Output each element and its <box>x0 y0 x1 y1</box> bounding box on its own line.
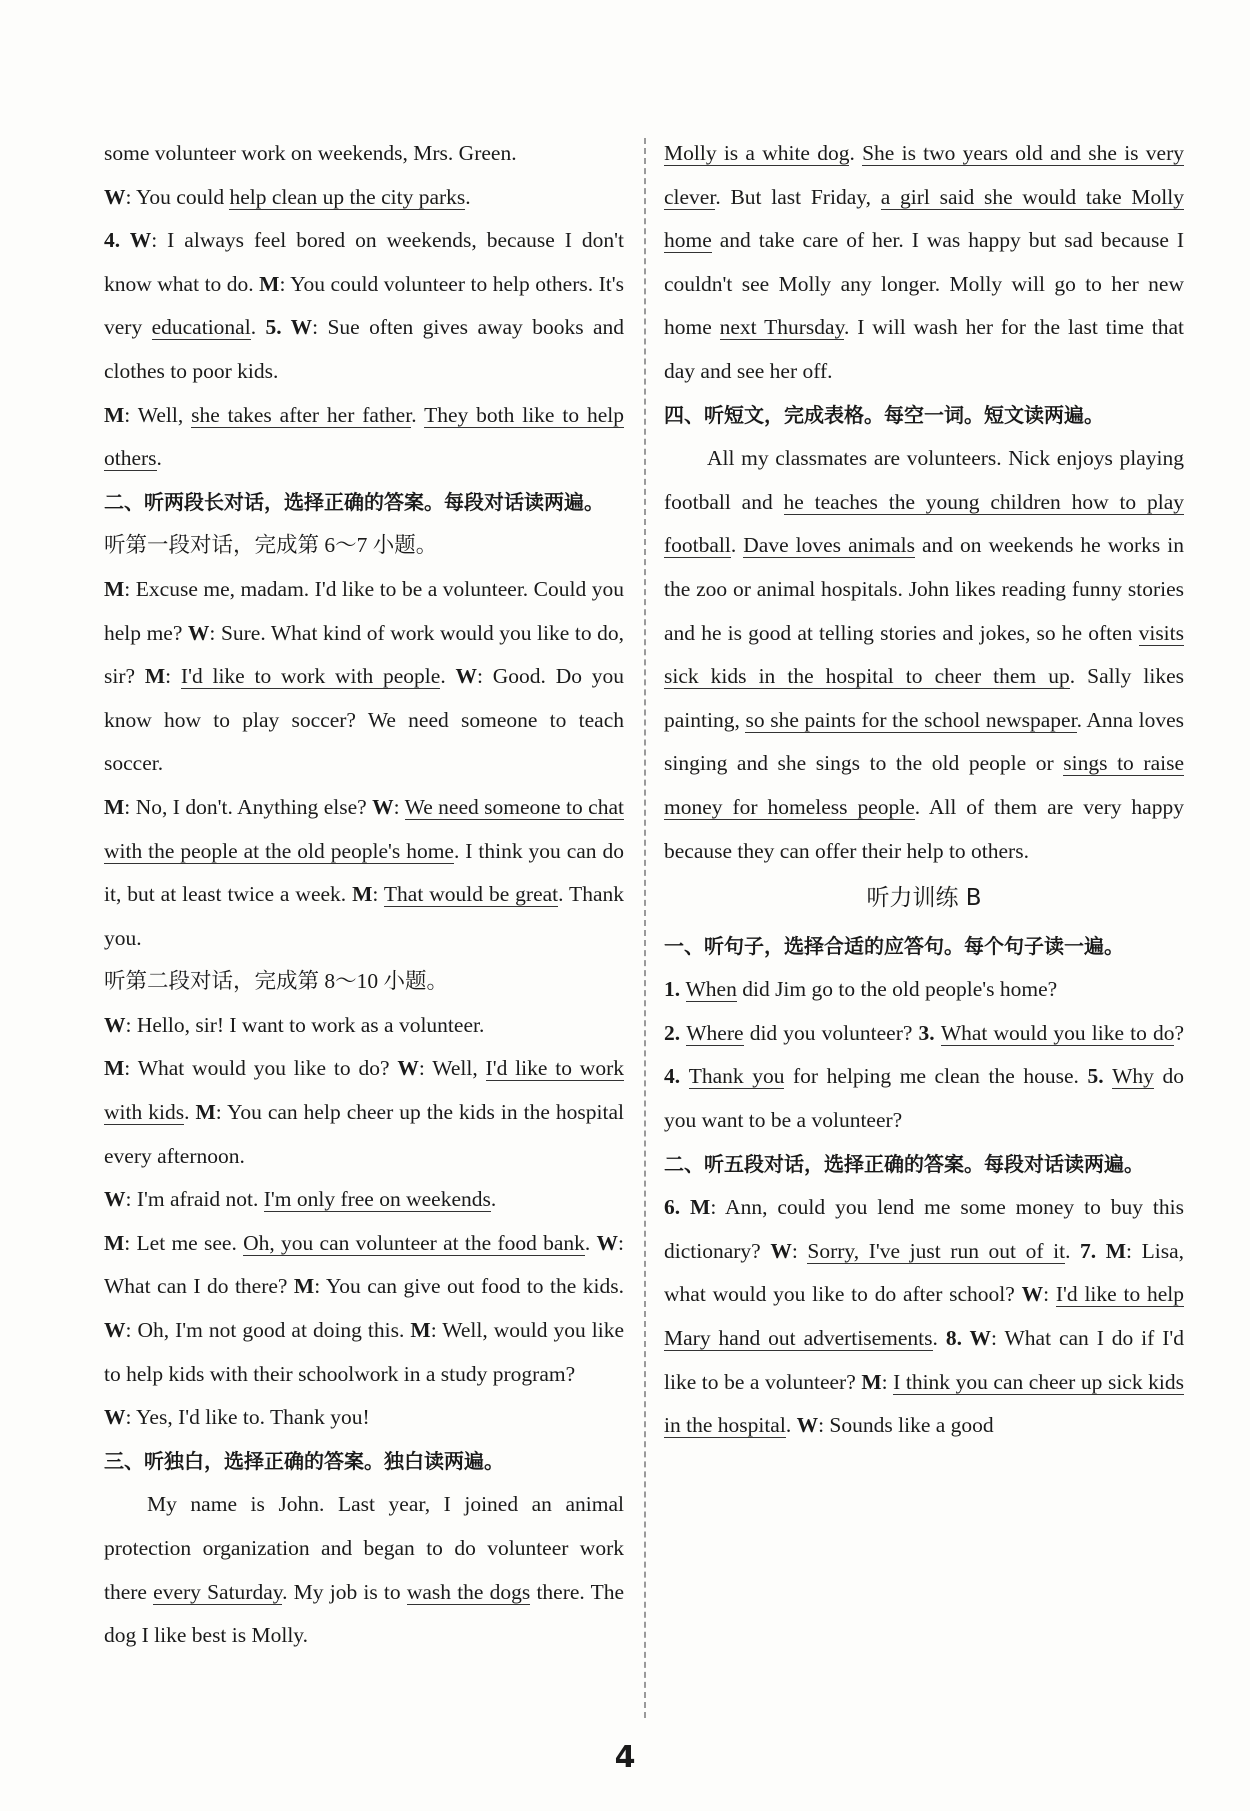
text-run: : Hello, sir! I want to work as a volunteer. <box>125 1012 485 1037</box>
text-run: : Yes, I'd like to. Thank you! <box>125 1405 370 1430</box>
paragraph <box>104 176 624 220</box>
underlined-text: Molly is a white dog <box>664 141 850 165</box>
speaker-label: M <box>195 1100 216 1125</box>
text-run: : You could <box>125 184 230 209</box>
speaker-label: M <box>104 1056 125 1081</box>
text-run: : What can I do if I'd like to be a volunteer? <box>664 1326 1185 1394</box>
text-run: ? <box>1174 1020 1185 1045</box>
text-run: there. The dog I like best is Molly. <box>104 1579 625 1648</box>
speaker-label: 5. W <box>265 315 313 340</box>
speaker-label: W <box>397 1056 419 1081</box>
column-divider <box>644 138 646 1718</box>
underlined-text: I'd like to work with people <box>180 664 441 689</box>
text-run: . <box>584 1230 597 1255</box>
speaker-label: M <box>352 882 373 907</box>
underlined-text: Sorry, I've just run out of it <box>807 1238 1066 1263</box>
text-run: . Sally likes painting, <box>664 664 1185 732</box>
speaker-label: W <box>455 664 477 689</box>
paragraph <box>104 219 624 393</box>
text-run: : Lisa, what would you like to do after school? <box>664 1238 1185 1307</box>
underlined-text: When <box>685 977 737 1002</box>
text-run: and take care of her. I was happy but sad because I couldn't see Molly any longer. Molly will go to her new home <box>664 228 1184 340</box>
left-column <box>104 132 624 1658</box>
speaker-label: 1. <box>664 977 686 1002</box>
underlined-text: educational <box>151 315 251 340</box>
section-heading <box>664 1143 1184 1187</box>
underlined-text: What would you like to do <box>940 1020 1175 1045</box>
speaker-label: M <box>104 1230 125 1255</box>
text-run: some volunteer work on weekends, Mrs. Green. <box>104 141 517 165</box>
underlined-text: so she paints for the school newspaper <box>745 707 1077 732</box>
page-number: 4 <box>614 1740 636 1775</box>
text-run: : Sounds like a good <box>818 1413 994 1438</box>
text-run: . But last Friday, <box>715 184 881 209</box>
text-run: . <box>730 533 744 558</box>
speaker-label: W <box>596 1230 619 1255</box>
text-run: 三、听独白，选择正确的答案。独白读两遍。 <box>104 1448 504 1473</box>
text-run: and on weekends he works in the zoo or animal hospitals. John likes reading funny stories and he is good at telling stories and jokes, so he often <box>664 533 1184 645</box>
paragraph <box>104 786 624 960</box>
speaker-label: M <box>104 576 125 601</box>
text-run: : Sure. What kind of work would you like to do, sir? <box>104 620 624 689</box>
underlined-text: next Thursday <box>719 315 844 340</box>
text-run: . I will wash her for the last time that day and see her off. <box>664 315 1185 383</box>
text-run: 听第一段对话，完成第 6～7 小题。 <box>104 533 438 558</box>
text-run: My name is John. Last year, I joined an animal protection organization and began to do volunteer work there <box>104 1492 624 1604</box>
paragraph <box>104 960 624 1004</box>
text-run: 听第二段对话，完成第 8～10 小题。 <box>104 969 449 994</box>
text-run: . <box>849 141 863 165</box>
text-run: : Well, would you like to help kids with their schoolwork in a study program? <box>104 1318 624 1386</box>
underlined-text: I'd like to help Mary hand out advertisements <box>664 1282 1184 1351</box>
underlined-text: She is two years old and she is very clever <box>664 141 1185 209</box>
section-heading <box>104 481 624 525</box>
paragraph <box>664 437 1184 873</box>
text-run: 二、听两段长对话，选择正确的答案。每段对话读两遍。 <box>104 489 604 514</box>
text-run: . <box>440 664 456 689</box>
text-run: . <box>1065 1238 1081 1263</box>
text-run: : <box>791 1238 808 1263</box>
section-heading <box>664 925 1184 969</box>
paragraph <box>104 1222 624 1396</box>
speaker-label: M <box>861 1369 882 1394</box>
text-run: 四、听短文，完成表格。每空一词。短文读两遍。 <box>664 402 1104 427</box>
paragraph <box>104 524 624 568</box>
paragraph <box>104 1047 624 1178</box>
text-run: . <box>156 446 162 471</box>
text-run: : What would you like to do? <box>124 1056 398 1081</box>
text-run: . <box>411 402 425 427</box>
text-run: : <box>881 1369 894 1394</box>
underlined-text: They both like to help others <box>104 402 624 471</box>
speaker-label: M <box>104 794 125 819</box>
right-column <box>664 132 1184 1448</box>
text-run: 一、听句子，选择合适的应答句。每个句子读一遍。 <box>664 933 1124 958</box>
text-run: . I think you can do it, but at least twice a week. <box>104 838 624 907</box>
text-run: . <box>250 315 266 340</box>
text-run: : Good. Do you know how to play soccer? We need someone to teach soccer. <box>104 664 625 776</box>
speaker-label: 3. <box>918 1020 941 1045</box>
text-run: : You can give out food to the kids. <box>314 1274 624 1299</box>
text-run: : Excuse me, madam. I'd like to be a volunteer. Could you help me? <box>104 576 624 645</box>
text-run: : <box>372 882 384 907</box>
paragraph <box>104 1004 624 1048</box>
underlined-text: he teaches the young children how to play football <box>664 489 1185 558</box>
text-run: : Oh, I'm not good at doing this. <box>125 1318 411 1343</box>
speaker-label: 2. <box>664 1020 687 1045</box>
text-run: . <box>932 1326 946 1351</box>
text-run: . <box>184 1100 196 1125</box>
underlined-text: We need someone to chat with the people at the old people's home <box>104 794 624 863</box>
text-run: : I always feel bored on weekends, because I don't know what to do. <box>104 228 624 296</box>
speaker-label: W <box>372 794 394 819</box>
speaker-label: M <box>104 402 125 427</box>
speaker-label: 4. <box>664 1064 689 1089</box>
speaker-label: W <box>104 1012 126 1037</box>
speaker-label: W <box>1021 1282 1044 1307</box>
speaker-label: W <box>104 1187 126 1212</box>
text-run: . My job is to <box>282 1579 407 1604</box>
speaker-label: M <box>259 271 280 296</box>
paragraph <box>104 1483 624 1657</box>
speaker-label: W <box>104 1318 126 1343</box>
speaker-label: 6. M <box>664 1195 711 1220</box>
speaker-label: M <box>410 1318 431 1343</box>
underlined-text: Where <box>686 1020 744 1045</box>
underlined-text: every Saturday <box>153 1579 283 1604</box>
text-run: : Well, <box>418 1056 486 1081</box>
underlined-text: sings to raise money for homeless people <box>664 751 1184 819</box>
underlined-text: Thank you <box>688 1064 785 1089</box>
text-run: : You could volunteer to help others. It's very <box>104 271 624 340</box>
underlined-text: I'm only free on weekends <box>263 1187 491 1212</box>
text-run: . <box>490 1187 497 1212</box>
text-run: did you volunteer? <box>743 1020 919 1045</box>
underlined-text: I think you can cheer up sick kids in the hospital <box>664 1369 1184 1438</box>
underlined-text: visits sick kids in the hospital to cheer them up <box>664 620 1184 689</box>
text-run: : <box>393 794 405 819</box>
underlined-text: That would be great <box>383 882 559 907</box>
section-title <box>664 877 1184 921</box>
speaker-label: W <box>104 184 126 209</box>
paragraph <box>104 1178 624 1222</box>
text-run: . <box>465 184 471 209</box>
speaker-label: 5. <box>1087 1064 1113 1089</box>
underlined-text: Why <box>1112 1064 1154 1089</box>
text-run: : Well, <box>124 402 192 427</box>
text-run: : You can help cheer up the kids in the hospital every afternoon. <box>104 1100 624 1168</box>
paragraph <box>104 568 624 786</box>
speaker-label: W <box>187 620 210 645</box>
section-heading <box>664 394 1184 438</box>
text-run: do you want to be a volunteer? <box>664 1064 1185 1133</box>
text-run: : <box>165 664 181 689</box>
speaker-label: 7. M <box>1080 1238 1127 1263</box>
paragraph <box>104 394 624 481</box>
underlined-text: wash the dogs <box>406 1579 531 1604</box>
underlined-text: Dave loves animals <box>743 533 915 558</box>
text-run: : Ann, could you lend me some money to buy this dictionary? <box>664 1195 1184 1263</box>
underlined-text: she takes after her father <box>191 402 412 427</box>
text-run: : What can I do there? <box>104 1230 625 1299</box>
underlined-text: a girl said she would take Molly home <box>664 184 1184 253</box>
text-run: . Anna loves singing and she sings to the old people or <box>664 707 1184 776</box>
speaker-label: 8. W <box>945 1326 991 1351</box>
speaker-label: W <box>770 1238 792 1263</box>
section-heading <box>104 1440 624 1484</box>
speaker-label: W <box>796 1413 819 1438</box>
text-run: for helping me clean the house. <box>784 1064 1088 1089</box>
text-run: : <box>1043 1282 1056 1307</box>
underlined-text: Oh, you can volunteer at the food bank <box>243 1230 585 1255</box>
text-run: All my classmates are volunteers. Nick enjoys playing football and <box>664 446 1184 514</box>
text-run: : Sue often gives away books and clothes to poor kids. <box>104 315 624 383</box>
speaker-label: 4. W <box>104 228 152 253</box>
text-run: 二、听五段对话，选择正确的答案。每段对话读两遍。 <box>664 1151 1144 1176</box>
underlined-text: I'd like to work with kids <box>104 1056 624 1125</box>
paragraph <box>104 132 624 176</box>
text-run: . <box>785 1413 797 1438</box>
text-run: : Let me see. <box>124 1230 244 1255</box>
text-run: : I'm afraid not. <box>125 1187 264 1212</box>
paragraph <box>664 968 1184 1012</box>
speaker-label: W <box>104 1405 126 1430</box>
text-run: : No, I don't. Anything else? <box>124 794 373 819</box>
paragraph <box>104 1396 624 1440</box>
text-run: did Jim go to the old people's home? <box>736 977 1058 1002</box>
speaker-label: M <box>293 1274 315 1299</box>
paragraph <box>664 1012 1184 1143</box>
text-run: 听力训练 B <box>866 885 982 912</box>
paragraph <box>664 1186 1184 1448</box>
speaker-label: M <box>144 664 166 689</box>
paragraph <box>664 132 1184 394</box>
text-run: . Thank you. <box>104 882 624 950</box>
underlined-text: help clean up the city parks <box>229 184 466 209</box>
text-run: . All of them are very happy because they can offer their help to others. <box>664 794 1184 863</box>
